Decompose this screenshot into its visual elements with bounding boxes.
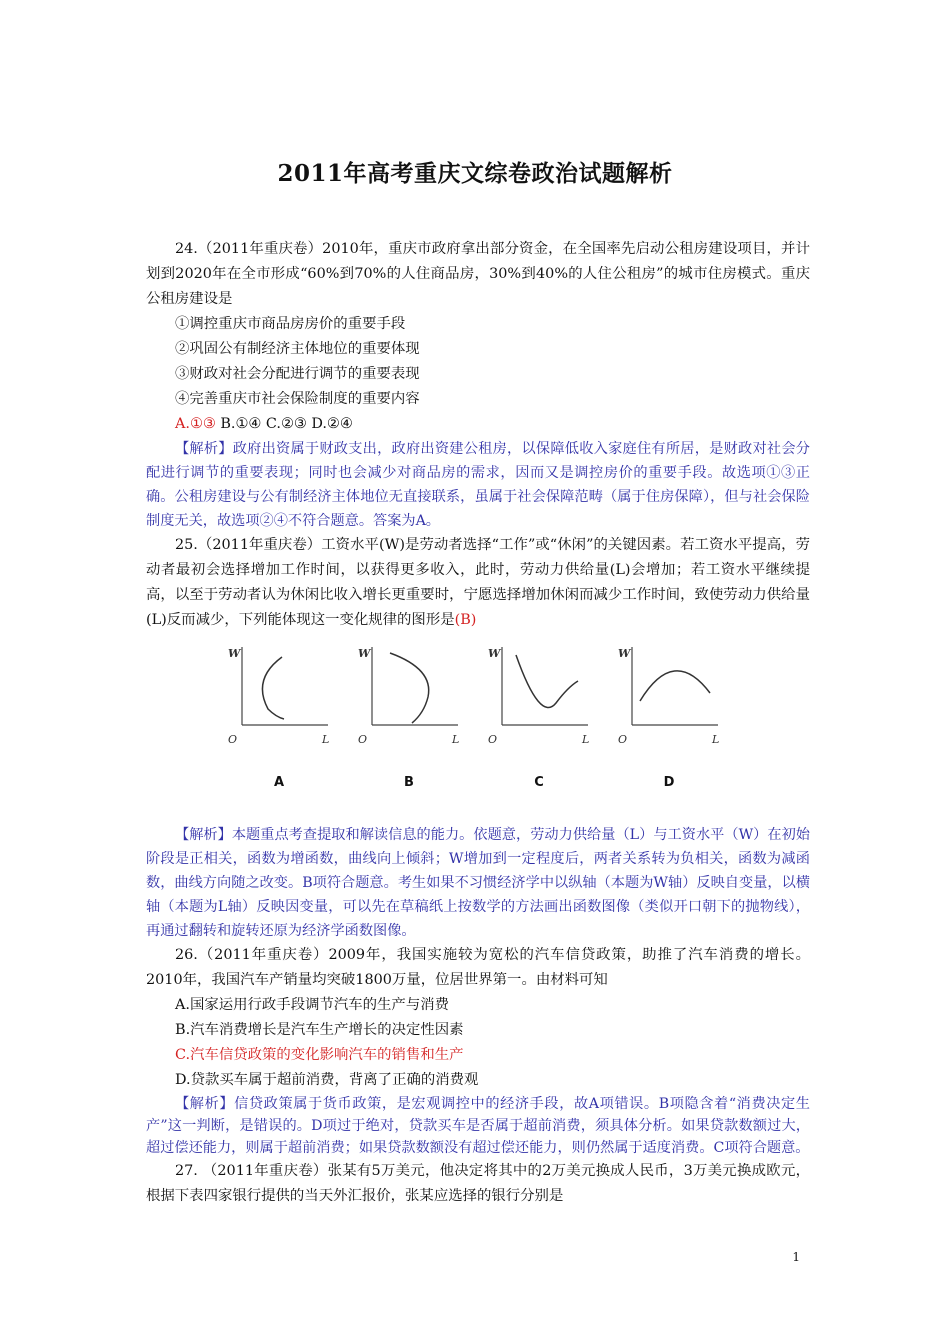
graph-a-origin-label: O	[228, 733, 238, 746]
q24-analysis-tag: 【解析】	[175, 441, 233, 457]
q26-analysis-text: 信贷政策属于货币政策，是宏观调控中的经济手段，故A项错误。B项隐含着“消费决定生产”这一判断，是错误的。D项过于绝对，贷款买车是否属于超前消费，须具体分析。如果贷款数额过大，超过偿还能力，则属于超前消费；如果贷款数额没有超过偿还能力，则仍然属于适度消费。C项符合题意。	[146, 1096, 810, 1156]
graph-b-y-axis-label: W	[358, 647, 371, 660]
graph-a-y-axis-label: W	[228, 647, 241, 660]
graph-d	[614, 639, 734, 795]
graph-a-label: A	[273, 775, 285, 790]
graph-c-origin-label: O	[488, 733, 498, 746]
q26-analysis	[146, 1093, 810, 1159]
q24-item-2: ②巩固公有制经济主体地位的重要体现	[175, 341, 420, 357]
graph-d-x-axis-label: L	[712, 733, 720, 746]
q24-item-1: ①调控重庆市商品房房价的重要手段	[175, 316, 406, 332]
graph-b	[354, 639, 474, 795]
graph-b-x-axis-label: L	[452, 733, 460, 746]
graph-a	[224, 639, 344, 795]
q27-stem: 27. （2011年重庆卷）张某有5万美元，他决定将其中的2万美元换成人民币，3万美元换成欧元，根据下表四家银行提供的当天外汇报价，张某应选择的银行分别是	[146, 1163, 810, 1204]
graph-c	[484, 639, 604, 795]
graph-d-y-axis-label: W	[618, 647, 631, 660]
q26-stem: 26.（2011年重庆卷）2009年，我国实施较为宽松的汽车信贷政策，助推了汽车消费的增长。2010年，我国汽车产销量均突破1800万量，位居世界第一。由材料可知	[146, 947, 810, 988]
graph-a-x-axis-label: L	[322, 733, 330, 746]
graph-b-curve	[390, 653, 429, 723]
q26-option-a: A.国家运用行政手段调节汽车的生产与消费	[175, 997, 449, 1013]
q25-analysis	[146, 823, 810, 943]
q24-item-3: ③财政对社会分配进行调节的重要表现	[175, 366, 420, 382]
q25-stem-text: 25.（2011年重庆卷）工资水平(W)是劳动者选择“工作”或“休闲”的关键因素。若工资水平提高，劳动者最初会选择增加工作时间，以获得更多收入，此时，劳动力供给量(L)会增加；若工资水平继续提高，以至于劳动者认为休闲比收入增长更重要时，宁愿选择增加休闲而减少工作时间，致使劳动力供给量(L)反而减少，下列能体现这一变化规律的图形是	[146, 537, 810, 628]
graph-c-y-axis-label: W	[488, 647, 501, 660]
graph-d-curve	[640, 671, 710, 701]
q25-answer: (B)	[454, 612, 477, 628]
graph-a-curve	[262, 657, 284, 719]
graph-d-origin-label: O	[618, 733, 628, 746]
graph-b-label: B	[404, 775, 414, 790]
q26-option-d: D.贷款买车属于超前消费，背离了正确的消费观	[175, 1072, 479, 1088]
q24-choice-rest: B.①④ C.②③ D.②④	[215, 416, 353, 432]
q26-option-b: B.汽车消费增长是汽车生产增长的决定性因素	[175, 1022, 464, 1038]
q24-choices	[146, 412, 810, 437]
q25-stem	[146, 533, 810, 633]
q24-stem: 24.（2011年重庆卷）2010年，重庆市政府拿出部分资金，在全国率先启动公租房建设项目，并计划到2020年在全市形成“60%到70%的人住商品房，30%到40%的人住公租房”的城市住房模式。重庆公租房建设是	[146, 241, 810, 307]
document-body	[146, 237, 810, 1209]
graph-d-label: D	[663, 775, 675, 790]
q26-analysis-tag: 【解析】	[175, 1096, 235, 1112]
q24-analysis-text: 政府出资属于财政支出，政府出资建公租房，以保障低收入家庭住有所居，是财政对社会分配进行调节的重要表现；同时也会减少对商品房的需求，因而又是调控房价的重要手段。故选项①③正确。公租房建设与公有制经济主体地位无直接联系，虽属于社会保障范畴（属于住房保障），但与社会保险制度无关，故选项②④不符合题意。答案为A。	[146, 441, 810, 529]
graph-c-curve	[516, 655, 578, 708]
page-number: 1	[792, 1250, 800, 1264]
graph-b-origin-label: O	[358, 733, 368, 746]
q24-analysis	[146, 437, 810, 533]
page-title: 2011年高考重庆文综卷政治试题解析	[277, 160, 673, 187]
graph-c-x-axis-label: L	[582, 733, 590, 746]
graph-c-label: C	[534, 775, 544, 790]
q25-analysis-text: 本题重点考查提取和解读信息的能力。依题意，劳动力供给量（L）与工资水平（W）在初始阶段是正相关，函数为增函数，曲线向上倾斜；W增加到一定程度后，两者关系转为负相关，函数为减函数，曲线方向随之改变。B项符合题意。考生如果不习惯经济学中以纵轴（本题为W轴）反映自变量，以横轴（本题为L轴）反映因变量，可以先在草稿纸上按数学的方法画出函数图像（类似开口朝下的抛物线），再通过翻转和旋转还原为经济学函数图像。	[146, 827, 810, 939]
q25-graphs	[146, 639, 810, 795]
q26-option-c-answer: C.汽车信贷政策的变化影响汽车的销售和生产	[175, 1047, 464, 1063]
q24-choice-a-answer: A.①③	[175, 416, 216, 432]
q25-analysis-tag: 【解析】	[175, 827, 232, 843]
q24-item-4: ④完善重庆市社会保险制度的重要内容	[175, 391, 420, 407]
